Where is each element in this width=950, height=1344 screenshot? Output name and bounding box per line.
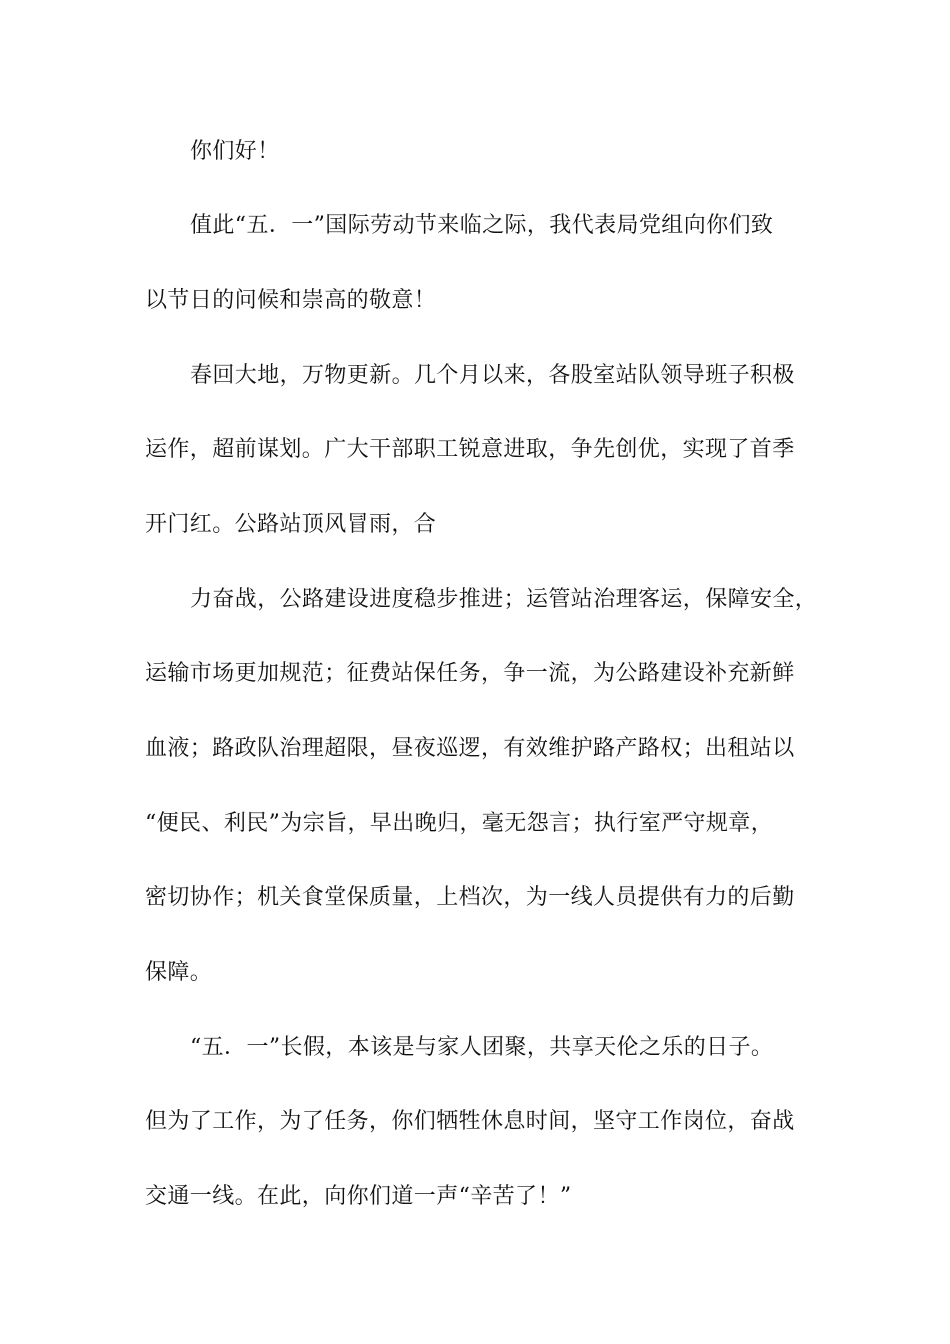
paragraph-line: 开门红。公路站顶风冒雨，合 [145, 512, 437, 537]
paragraph-line: “五．一”长假，本该是与家人团聚，共享天伦之乐的日子。 [190, 1035, 774, 1060]
paragraph-line: 运输市场更加规范；征费站保任务，争一流，为公路建设补充新鲜 [145, 661, 795, 686]
paragraph-line: 交通一线。在此，向你们道一声“辛苦了！” [145, 1184, 572, 1209]
paragraph-line: 值此“五．一”国际劳动节来临之际，我代表局党组向你们致 [190, 213, 774, 238]
paragraph-line: 以节日的问候和崇高的敬意！ [145, 288, 437, 313]
greeting-line: 你们好！ [190, 139, 280, 164]
paragraph-line: 保障。 [145, 960, 213, 985]
paragraph-line: 血液；路政队治理超限，昼夜巡逻，有效维护路产路权；出租站以 [145, 736, 795, 761]
paragraph-line: 密切协作；机关食堂保质量，上档次，为一线人员提供有力的后勤 [145, 885, 795, 910]
paragraph-line: “便民、利民”为宗旨，早出晚归，毫无怨言；执行室严守规章， [145, 811, 774, 836]
paragraph-line: 但为了工作，为了任务，你们牺牲休息时间，坚守工作岗位，奋战 [145, 1109, 795, 1134]
paragraph-line: 运作，超前谋划。广大干部职工锐意进取，争先创优，实现了首季 [145, 437, 795, 462]
paragraph-line: 春回大地，万物更新。几个月以来，各股室站队领导班子积极 [190, 363, 795, 388]
paragraph-line: 力奋战，公路建设进度稳步推进；运管站治理客运，保障安全， [190, 587, 818, 612]
